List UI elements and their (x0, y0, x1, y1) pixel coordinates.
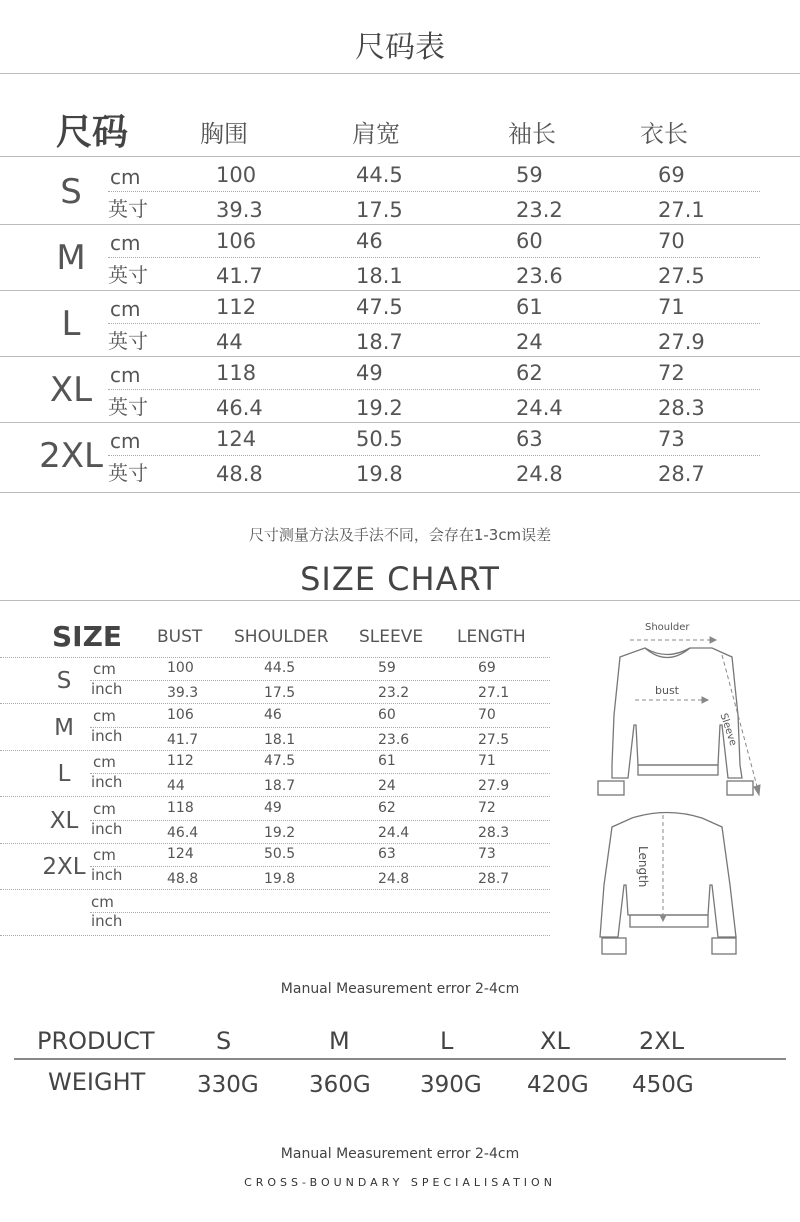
en-cell-inch: 39.3 (167, 685, 199, 701)
en-cell-inch: 41.7 (167, 732, 199, 748)
divider (90, 727, 550, 728)
cn-title: 尺码表 (355, 30, 445, 65)
weight-m: 360G (309, 1072, 371, 1098)
cn-cell-cm: 70 (658, 229, 685, 253)
cn-size-label: XL (49, 370, 93, 410)
cn-unit-cm: cm (110, 231, 141, 255)
cn-cell-cm: 72 (658, 361, 685, 385)
en-cell-cm: 44.5 (264, 660, 296, 676)
cn-cell-inch: 24.8 (516, 462, 563, 486)
weight-l: 390G (420, 1072, 482, 1098)
cn-cell-cm: 118 (216, 361, 257, 385)
sweater-diagram (590, 615, 790, 960)
cn-cell-cm: 63 (516, 427, 543, 451)
divider (90, 866, 550, 867)
en-cell-cm: 106 (167, 707, 194, 723)
sweater-back-icon (600, 813, 736, 938)
cn-cell-inch: 23.6 (516, 264, 563, 288)
cn-cell-cm: 59 (516, 163, 543, 187)
cn-unit-inch: 英寸 (108, 263, 148, 287)
en-size-label: L (57, 761, 71, 787)
en-cell-cm: 112 (167, 753, 194, 769)
divider (108, 191, 760, 192)
cn-cell-inch: 28.3 (658, 396, 705, 420)
en-cell-cm: 63 (378, 846, 396, 862)
cn-cell-cm: 44.5 (356, 163, 403, 187)
en-cell-cm: 71 (478, 753, 496, 769)
en-cell-inch: 19.8 (264, 871, 296, 887)
en-cell-inch: 23.2 (378, 685, 410, 701)
cn-note: 尺寸测量方法及手法不同，会存在1-3cm误差 (248, 526, 552, 544)
divider (0, 356, 800, 357)
divider (0, 657, 550, 658)
cn-unit-cm: cm (110, 297, 141, 321)
divider (0, 600, 800, 601)
cn-header-length: 衣长 (640, 120, 688, 148)
cn-cell-inch: 23.2 (516, 198, 563, 222)
bust-label: bust (655, 684, 679, 697)
cn-cell-cm: 50.5 (356, 427, 403, 451)
cn-cell-inch: 18.7 (356, 330, 403, 354)
cn-cell-cm: 62 (516, 361, 543, 385)
cn-cell-cm: 106 (216, 229, 257, 253)
cn-cell-inch: 27.1 (658, 198, 705, 222)
divider (0, 224, 800, 225)
cn-size-label: M (56, 238, 86, 278)
cn-cell-inch: 24 (516, 330, 543, 354)
en-cell-inch: 24.8 (378, 871, 410, 887)
en-cell-inch: 27.5 (478, 732, 510, 748)
en-cell-cm: 59 (378, 660, 396, 676)
cn-cell-cm: 71 (658, 295, 685, 319)
divider (90, 912, 550, 913)
cn-cell-inch: 18.1 (356, 264, 403, 288)
divider (108, 257, 760, 258)
en-unit-inch-empty: inch (91, 912, 123, 930)
cn-cell-inch: 28.7 (658, 462, 705, 486)
divider (90, 820, 550, 821)
product-size-m: M (329, 1027, 350, 1055)
en-cell-cm: 73 (478, 846, 496, 862)
en-cell-inch: 18.7 (264, 778, 296, 794)
en-cell-inch: 44 (167, 778, 185, 794)
cn-cell-inch: 46.4 (216, 396, 263, 420)
en-cell-cm: 47.5 (264, 753, 296, 769)
cn-cell-cm: 49 (356, 361, 383, 385)
en-cell-inch: 17.5 (264, 685, 296, 701)
en-header-sleeve: SLEEVE (359, 627, 424, 647)
en-unit-inch: inch (91, 866, 123, 884)
en-cell-inch: 18.1 (264, 732, 296, 748)
divider (0, 73, 800, 74)
divider (90, 773, 550, 774)
product-size-s: S (216, 1027, 232, 1055)
cn-cell-inch: 19.2 (356, 396, 403, 420)
en-unit-inch: inch (91, 680, 123, 698)
en-cell-cm: 70 (478, 707, 496, 723)
en-cell-inch: 19.2 (264, 825, 296, 841)
cn-unit-cm: cm (110, 363, 141, 387)
product-label: PRODUCT (37, 1027, 155, 1055)
en-title: SIZE CHART (300, 560, 500, 598)
divider (108, 323, 760, 324)
en-size-label: M (54, 715, 74, 741)
cn-cell-cm: 73 (658, 427, 685, 451)
en-header-length: LENGTH (457, 627, 526, 647)
en-cell-inch: 24 (378, 778, 396, 794)
cn-size-label: L (61, 304, 81, 344)
en-unit-cm: cm (93, 707, 116, 725)
en-unit-cm: cm (93, 753, 116, 771)
en-cell-inch: 48.8 (167, 871, 199, 887)
en-unit-inch: inch (91, 773, 123, 791)
en-size-label: 2XL (42, 854, 86, 880)
cn-size-header: 尺码 (56, 112, 129, 153)
cn-cell-cm: 100 (216, 163, 257, 187)
en-unit-cm: cm (93, 800, 116, 818)
en-cell-cm: 100 (167, 660, 194, 676)
cn-cell-inch: 27.5 (658, 264, 705, 288)
divider (90, 680, 550, 681)
weight-note: Manual Measurement error 2-4cm (280, 1146, 520, 1162)
divider (0, 750, 550, 751)
cn-unit-cm: cm (110, 165, 141, 189)
cn-unit-inch: 英寸 (108, 461, 148, 485)
cn-cell-inch: 41.7 (216, 264, 263, 288)
weight-xl: 420G (527, 1072, 589, 1098)
en-unit-cm: cm (93, 660, 116, 678)
en-unit-inch: inch (91, 820, 123, 838)
cn-cell-cm: 61 (516, 295, 543, 319)
cn-cell-inch: 24.4 (516, 396, 563, 420)
en-unit-cm: cm (93, 846, 116, 864)
cn-cell-cm: 60 (516, 229, 543, 253)
divider (0, 156, 800, 157)
en-cell-cm: 69 (478, 660, 496, 676)
cn-header-sleeve: 袖长 (508, 120, 556, 148)
en-size-label: XL (49, 808, 79, 834)
cn-unit-inch: 英寸 (108, 329, 148, 353)
weight-label: WEIGHT (48, 1068, 146, 1096)
cn-unit-inch: 英寸 (108, 395, 148, 419)
divider (0, 843, 550, 844)
cn-cell-cm: 47.5 (356, 295, 403, 319)
divider (108, 389, 760, 390)
en-cell-cm: 118 (167, 800, 194, 816)
cn-cell-cm: 46 (356, 229, 383, 253)
divider (0, 492, 800, 493)
en-cell-inch: 24.4 (378, 825, 410, 841)
cn-header-shoulder: 肩宽 (352, 120, 400, 148)
en-unit-inch: inch (91, 727, 123, 745)
divider (0, 703, 550, 704)
divider (0, 935, 550, 936)
weight-s: 330G (197, 1072, 259, 1098)
en-cell-inch: 27.9 (478, 778, 510, 794)
cn-cell-cm: 112 (216, 295, 257, 319)
cn-cell-inch: 44 (216, 330, 243, 354)
cn-size-label: S (60, 172, 82, 212)
cn-cell-inch: 39.3 (216, 198, 263, 222)
cn-cell-inch: 17.5 (356, 198, 403, 222)
brand-tagline: CROSS-BOUNDARY SPECIALISATION (244, 1176, 556, 1189)
en-unit-cm-empty: cm (91, 893, 114, 911)
en-size-header: SIZE (52, 620, 123, 653)
en-cell-inch: 28.7 (478, 871, 510, 887)
divider (0, 796, 550, 797)
en-cell-inch: 27.1 (478, 685, 510, 701)
en-cell-inch: 46.4 (167, 825, 199, 841)
cn-unit-cm: cm (110, 429, 141, 453)
en-cell-cm: 62 (378, 800, 396, 816)
en-cell-inch: 28.3 (478, 825, 510, 841)
weight-2xl: 450G (632, 1072, 694, 1098)
product-size-xl: XL (540, 1027, 570, 1055)
en-header-bust: BUST (157, 627, 203, 647)
length-label: Length (636, 846, 650, 888)
en-size-label: S (56, 668, 72, 694)
cn-header-bust: 胸围 (200, 120, 248, 148)
divider (108, 455, 760, 456)
divider (0, 422, 800, 423)
en-cell-inch: 23.6 (378, 732, 410, 748)
product-size-l: L (440, 1027, 454, 1055)
shoulder-label: Shoulder (645, 622, 690, 633)
cn-unit-inch: 英寸 (108, 197, 148, 221)
cn-cell-inch: 19.8 (356, 462, 403, 486)
divider (0, 889, 550, 890)
en-cell-cm: 50.5 (264, 846, 296, 862)
cn-cell-inch: 27.9 (658, 330, 705, 354)
cn-cell-cm: 69 (658, 163, 685, 187)
en-cell-cm: 124 (167, 846, 194, 862)
en-cell-cm: 72 (478, 800, 496, 816)
product-size-2xl: 2XL (639, 1027, 685, 1055)
divider (0, 290, 800, 291)
divider (14, 1058, 786, 1060)
en-note: Manual Measurement error 2-4cm (280, 981, 520, 997)
en-cell-cm: 60 (378, 707, 396, 723)
sleeve-label: Sleeve (717, 712, 739, 748)
cn-size-label: 2XL (39, 436, 103, 476)
cn-cell-inch: 48.8 (216, 462, 263, 486)
cn-cell-cm: 124 (216, 427, 257, 451)
en-header-shoulder: SHOULDER (234, 627, 329, 647)
en-cell-cm: 61 (378, 753, 396, 769)
en-cell-cm: 46 (264, 707, 282, 723)
en-cell-cm: 49 (264, 800, 282, 816)
